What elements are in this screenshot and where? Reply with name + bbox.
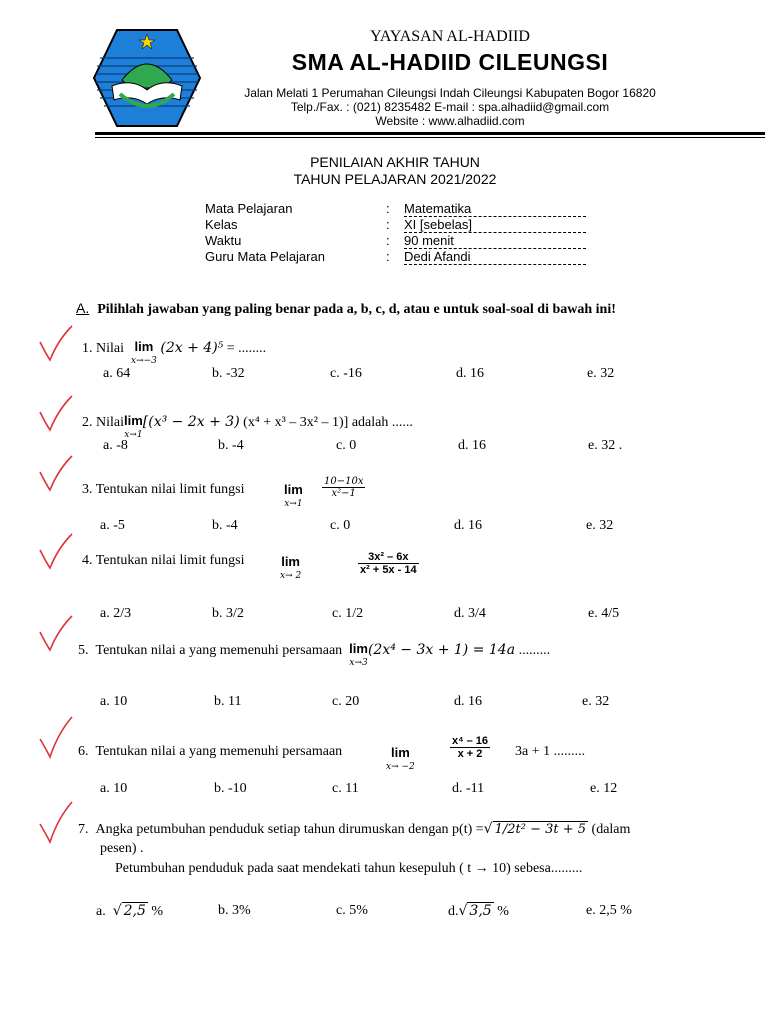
school-logo [92,28,202,128]
school-website: Website : www.alhadiid.com [375,114,525,128]
info-label-subject: Mata Pelajaran [205,201,293,216]
limit-operator: lim x→1 [124,413,143,440]
option-d[interactable]: d. 16 [458,438,486,453]
question-text-3: Petumbuhan penduduk pada saat mendekati tahun kesepuluh ( t → 10) sebesa......... [115,861,583,876]
option-d[interactable]: d. -11 [452,781,485,796]
foundation-name: YAYASAN AL-HADIID [370,28,530,45]
info-label-time: Waktu [205,233,242,248]
check-mark-icon [36,530,76,580]
sqrt-icon: √ [458,903,468,919]
option-b[interactable]: b. 3/2 [212,606,244,621]
option-e[interactable]: e. 2,5 % [586,903,632,918]
question-tail: ......... [515,643,551,658]
info-value-time: 90 menit [404,233,586,249]
option-a[interactable]: a. -8 [103,438,128,453]
header-rule-thin [95,137,765,138]
question-text: Tentukan nilai a yang memenuhi persamaan [95,643,343,658]
info-label-class: Kelas [205,217,238,232]
option-a[interactable]: a. 64 [103,366,131,381]
section-instruction [76,300,616,318]
option-c[interactable]: c. 11 [332,781,359,796]
school-address: Jalan Melati 1 Perumahan Cileungsi Indah Cileungsi Kabupaten Bogor 16820 [244,86,656,100]
question-number: 7. [78,822,89,837]
option-e[interactable]: e. 32 [582,694,610,709]
question-4 [82,553,244,569]
check-mark-icon [36,452,76,502]
question-tail: = ........ [223,341,267,356]
check-mark-icon [36,322,76,372]
question-1 [82,340,266,366]
limit-operator: lim x→ −2 [386,745,415,772]
info-label-teacher: Guru Mata Pelajaran [205,249,325,264]
option-b[interactable]: b. -10 [214,781,247,796]
option-c[interactable]: c. 1/2 [332,606,364,621]
option-c[interactable]: c. -16 [330,366,362,381]
section-text: Pilihlah jawaban yang paling benar pada a, b, c, d, atau e untuk soal-soal di bawah ini! [97,302,616,317]
option-d[interactable]: d. 16 [454,694,482,709]
option-b[interactable]: b. 3% [218,903,251,918]
info-value-class: XI [sebelas] [404,217,586,233]
option-e[interactable]: e. 12 [590,781,618,796]
option-a[interactable]: a. 10 [100,781,128,796]
question-tail: 3a + 1 ......... [515,744,586,759]
sqrt-icon: √ [483,821,493,837]
section-letter: A. [76,300,90,316]
question-5 [78,642,550,668]
option-a[interactable]: a. 2/3 [100,606,132,621]
math-expression: (2x + 4)⁵ [160,340,224,356]
question-number: 4. [82,553,93,568]
question-3 [82,482,244,498]
radicand: 1/2t² − 3t + 5 [494,822,587,837]
question-number: 2. [82,415,93,430]
exam-title: PENILAIAN AKHIR TAHUN [310,154,480,170]
question-number: 6. [78,744,89,759]
option-e[interactable]: e. 32 [586,518,614,533]
option-c[interactable]: c. 20 [332,694,360,709]
school-name: SMA AL-HADIID CILEUNGSI [291,49,609,75]
check-mark-icon [36,612,76,662]
question-text-2: pesen) . [100,841,144,856]
info-colon: : [386,249,390,264]
info-colon: : [386,233,390,248]
header-rule-thick [95,132,765,135]
question-text: Tentukan nilai limit fungsi [95,553,245,568]
question-number: 1. [82,341,93,356]
option-e[interactable]: e. 32 [587,366,615,381]
question-text: Nilai [96,415,124,430]
question-6 [78,744,342,760]
option-b[interactable]: b. -32 [212,366,245,381]
option-d[interactable]: d. 16 [456,366,484,381]
math-expression: (2x⁴ − 3x + 1) = 14a [367,642,516,658]
question-text: Angka petumbuhan penduduk setiap tahun dirumuskan dengan p(t) = [95,822,484,837]
limit-operator: lim x→1 [284,482,303,509]
option-a[interactable]: a. -5 [100,518,125,533]
option-d[interactable]: d. 3/4 [454,606,486,621]
option-d[interactable]: d.√ 3,5 % [448,903,509,919]
question-number: 5. [78,643,89,658]
question-2 [82,414,413,440]
info-colon: : [386,217,390,232]
option-a[interactable]: a. 10 [100,694,128,709]
question-number: 3. [82,482,93,497]
fraction: $\frac{\text{3x² – 6x}}{\text{x² + 5x - 14}}$ [360,551,417,577]
question-tail: (x⁴ + x³ – 3x² – 1)] adalah ...... [243,415,413,430]
option-c[interactable]: c. 0 [336,438,357,453]
info-value-teacher: Dedi Afandi [404,249,586,265]
check-mark-icon [36,715,76,765]
option-d[interactable]: d. 16 [454,518,482,533]
limit-operator: lim x→ 2 [280,554,302,581]
sqrt-icon: √ [112,903,122,919]
math-expression: [(x³ − 2x + 3) [142,414,240,430]
option-b[interactable]: b. 11 [214,694,242,709]
option-a[interactable]: a. √ 2,5 % [96,903,164,919]
question-tail: (dalam [588,822,631,837]
question-7 [78,821,630,838]
limit-operator: lim x→3 [349,641,368,668]
question-text: Tentukan nilai limit fungsi [95,482,245,497]
question-text: Nilai [96,341,124,356]
info-colon: : [386,201,390,216]
question-text: Tentukan nilai a yang memenuhi persamaan [95,744,343,759]
option-e[interactable]: e. 4/5 [588,606,620,621]
option-c[interactable]: c. 0 [330,518,351,533]
fraction: $\frac{10-10x}{\text{x²−1}}$ [324,476,364,499]
option-c[interactable]: c. 5% [336,903,368,918]
option-b[interactable]: b. -4 [218,438,244,453]
fraction: $\frac{\text{x⁴ – 16}}{x + 2}$ [452,735,489,761]
check-mark-icon [36,392,76,442]
exam-year: TAHUN PELAJARAN 2021/2022 [293,171,497,187]
info-value-subject: Matematika [404,201,586,217]
school-contact: Telp./Fax. : (021) 8235482 E-mail : spa.alhadiid@gmail.com [290,100,610,114]
check-mark-icon [36,800,76,850]
option-b[interactable]: b. -4 [212,518,238,533]
option-e[interactable]: e. 32 . [588,438,623,453]
limit-operator: lim x→−3 [131,339,157,366]
